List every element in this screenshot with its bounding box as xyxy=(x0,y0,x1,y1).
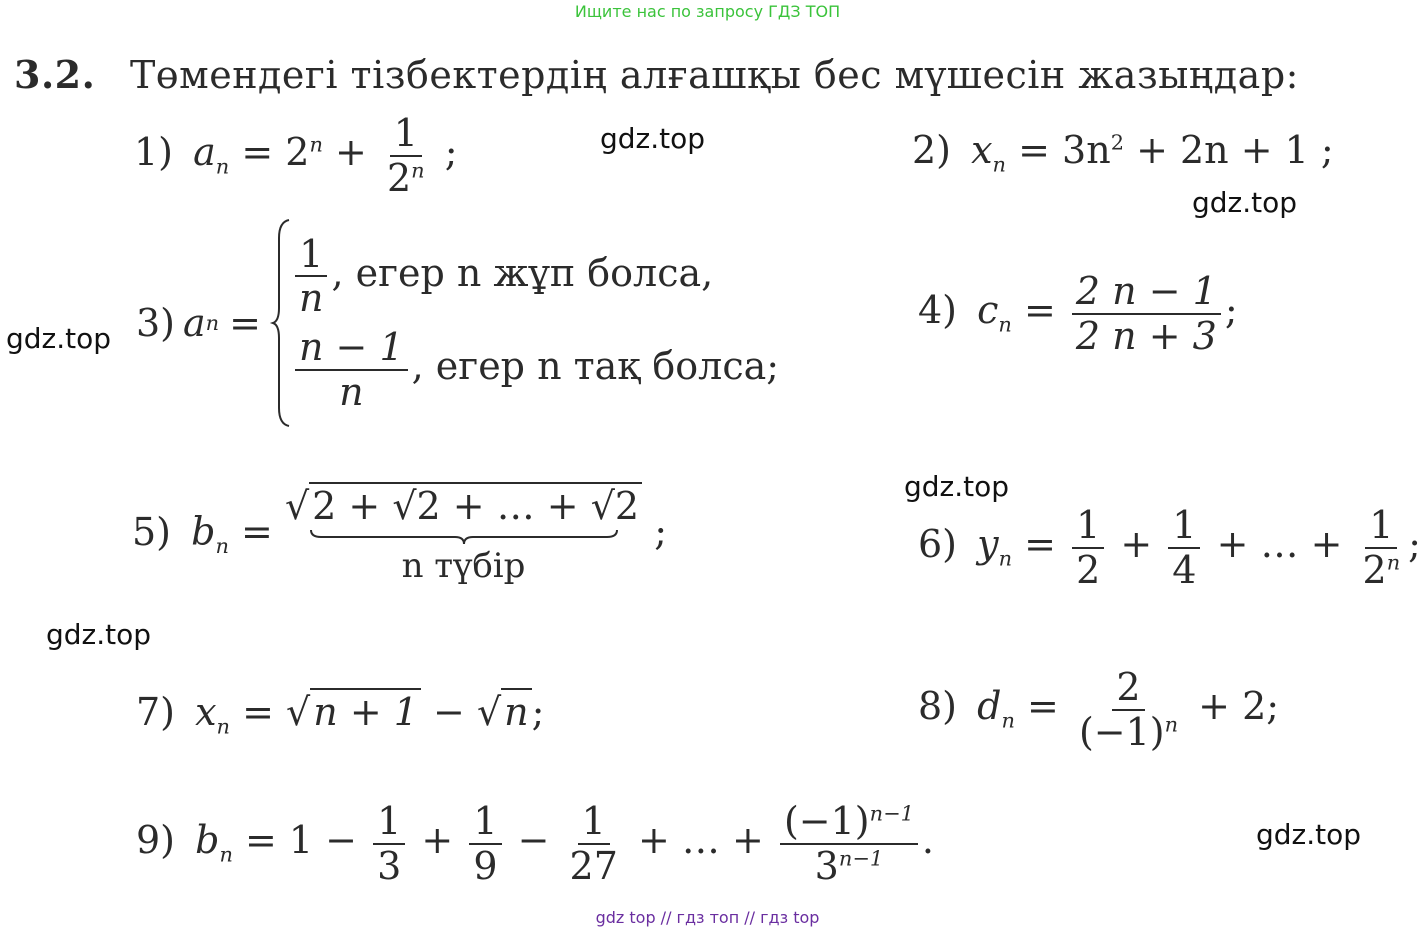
subscript: n xyxy=(215,154,230,179)
denominator-base: 3 xyxy=(814,843,839,888)
item-label: 1) xyxy=(134,130,174,175)
case-even xyxy=(291,233,779,320)
denominator-base: (−1) xyxy=(1078,709,1165,754)
denominator-exponent: n−1 xyxy=(838,845,884,870)
condition: , егер n тақ болса; xyxy=(411,344,780,389)
variable: a xyxy=(193,130,216,175)
denominator-exponent: n xyxy=(411,157,425,182)
equals-sign: = xyxy=(241,509,273,554)
variable: d xyxy=(977,684,1002,729)
terminator: ; xyxy=(1224,288,1238,333)
subscript: n xyxy=(215,534,229,559)
item-3 xyxy=(136,218,779,428)
watermark: gdz.top xyxy=(46,618,152,651)
item-label: 2) xyxy=(912,128,952,172)
item-6 xyxy=(918,504,1421,591)
rhs-part: + 2n + 1 ; xyxy=(1136,128,1334,172)
rhs-tail: + 2; xyxy=(1198,684,1280,729)
radical: √n + 1 xyxy=(286,690,421,734)
fraction xyxy=(566,800,622,887)
item-label: 9) xyxy=(136,818,176,863)
variable: y xyxy=(977,522,999,567)
denominator-exponent: n xyxy=(1386,549,1401,574)
plus-sign: + xyxy=(335,130,367,175)
item-5 xyxy=(132,484,667,586)
minus-sign: − xyxy=(517,818,550,863)
item-4 xyxy=(918,270,1238,357)
denominator: 9 xyxy=(473,843,498,888)
equals-sign: = xyxy=(241,130,274,175)
numerator-exponent: n−1 xyxy=(869,801,914,826)
numerator-base: (−1) xyxy=(783,799,870,843)
variable: c xyxy=(977,288,999,333)
terminator: ; xyxy=(531,690,545,734)
item-label: 3) xyxy=(136,301,176,345)
rhs-lead: = 1 − xyxy=(245,818,358,863)
subscript: n xyxy=(998,546,1013,571)
numerator: 1 xyxy=(1365,504,1397,549)
denominator: 2 xyxy=(1076,547,1101,592)
numerator: 2 xyxy=(1112,666,1144,711)
watermark: gdz.top xyxy=(1192,186,1298,219)
watermark: gdz.top xyxy=(1256,818,1362,851)
subscript: n xyxy=(216,714,231,739)
variable: a xyxy=(183,301,206,345)
numerator: 1 xyxy=(295,233,327,278)
fraction xyxy=(469,800,501,887)
plus-sign: + xyxy=(421,818,454,863)
subscript: n xyxy=(998,312,1012,337)
item-label: 7) xyxy=(136,690,176,734)
denominator-base: 2 xyxy=(386,155,412,200)
radicand: n + 1 xyxy=(310,688,421,734)
item-1 xyxy=(134,112,458,199)
fraction xyxy=(1075,666,1182,753)
item-label: 8) xyxy=(918,684,958,729)
equals-sign: = xyxy=(1027,684,1059,729)
equals-sign: = xyxy=(242,690,274,734)
denominator: n xyxy=(298,276,324,321)
numerator: 1 xyxy=(469,800,501,845)
numerator: n − 1 xyxy=(295,326,408,371)
ellipsis: + … + xyxy=(1216,522,1343,567)
fraction xyxy=(1168,504,1200,591)
fraction xyxy=(780,800,918,887)
denominator: 3 xyxy=(377,843,402,888)
site-footer: gdz top // гдз топ // гдз top xyxy=(595,908,820,927)
item-8 xyxy=(918,666,1279,753)
denominator-exponent: n xyxy=(1164,711,1179,736)
item-7 xyxy=(136,690,544,739)
cases xyxy=(291,233,779,413)
numerator: 1 xyxy=(1072,504,1104,549)
fraction xyxy=(373,800,405,887)
denominator-base: 2 xyxy=(1362,547,1387,592)
numerator: 1 xyxy=(390,112,422,157)
variable: x xyxy=(195,690,217,734)
item-label: 4) xyxy=(918,288,958,333)
problem-header xyxy=(14,52,1299,97)
watermark: gdz.top xyxy=(600,122,706,155)
left-brace xyxy=(271,218,291,428)
denominator: 27 xyxy=(569,843,618,888)
variable: b xyxy=(191,509,216,554)
plus-sign: + xyxy=(1120,522,1153,567)
subscript: n xyxy=(205,311,220,335)
case-odd xyxy=(291,326,779,413)
numerator: 1 xyxy=(373,800,405,845)
denominator: 4 xyxy=(1172,547,1197,592)
item-2 xyxy=(912,128,1334,177)
nested-radical: √2 + √2 + … + √2 n түбір xyxy=(285,484,642,586)
fraction xyxy=(1359,504,1405,591)
condition: , егер n жұп болса, xyxy=(331,250,714,295)
terminator: ; xyxy=(444,130,458,175)
terminator: ; xyxy=(654,509,668,554)
base: 2 xyxy=(285,130,310,175)
terminator: ; xyxy=(1408,522,1421,567)
radicand: 2 + √2 + … + √2 xyxy=(309,482,642,528)
ellipsis: + … + xyxy=(638,818,764,863)
item-9 xyxy=(136,800,934,887)
subscript: n xyxy=(219,842,233,867)
denominator: 2 n + 3 xyxy=(1075,313,1217,358)
terminator: . xyxy=(921,818,934,863)
fraction xyxy=(383,112,429,199)
exponent: 2 xyxy=(1110,130,1124,155)
underbrace-caption: n түбір xyxy=(401,546,526,586)
rhs-part: = 3n xyxy=(1018,128,1111,172)
radical: √n xyxy=(477,690,532,734)
denominator: n xyxy=(339,369,364,414)
item-label: 6) xyxy=(918,522,958,567)
watermark: gdz.top xyxy=(904,470,1010,503)
equals-sign: = xyxy=(229,301,261,345)
problem-number: 3.2. xyxy=(14,52,96,97)
equals-sign: = xyxy=(1024,522,1056,567)
numerator: 1 xyxy=(1168,504,1200,549)
variable: b xyxy=(195,818,220,863)
radicand: n xyxy=(501,688,531,734)
numerator: 2 n − 1 xyxy=(1072,270,1221,315)
subscript: n xyxy=(992,152,1007,177)
fraction xyxy=(1072,270,1221,357)
minus-sign: − xyxy=(433,690,465,734)
variable: x xyxy=(971,128,993,172)
exponent: n xyxy=(309,132,323,157)
item-label: 5) xyxy=(132,509,172,554)
watermark: gdz.top xyxy=(6,322,112,355)
site-banner: Ищите нас по запросу ГДЗ ТОП xyxy=(574,2,841,21)
subscript: n xyxy=(1001,708,1015,733)
equals-sign: = xyxy=(1023,288,1056,333)
fraction xyxy=(1072,504,1104,591)
problem-statement: Төмендегі тізбектердің алғашқы бес мүшесін жазыңдар: xyxy=(129,53,1299,97)
underbrace xyxy=(309,528,619,546)
numerator: 1 xyxy=(578,800,610,845)
